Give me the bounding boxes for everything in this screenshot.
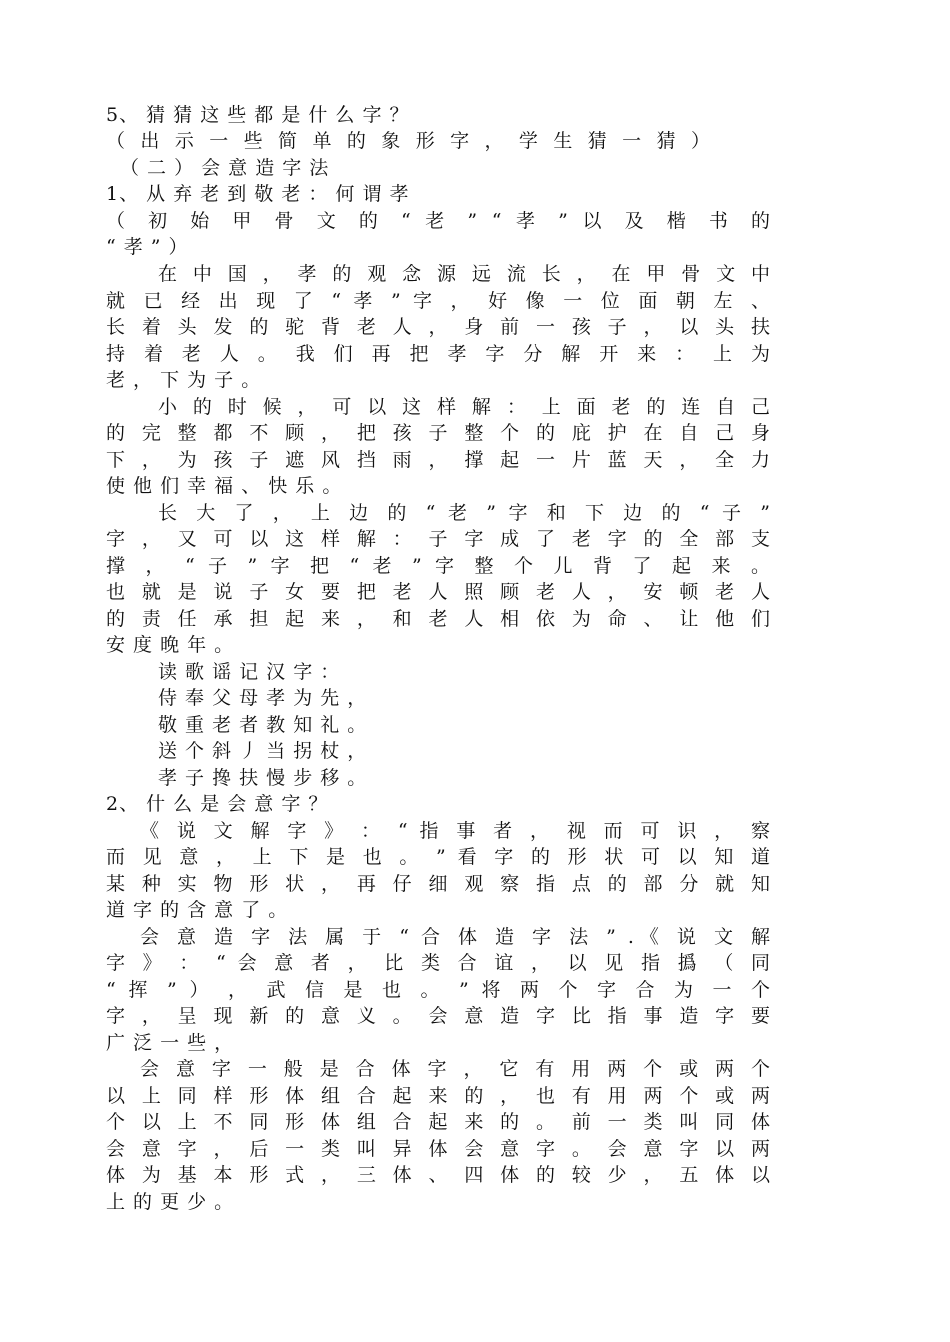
- section-heading: （ 二 ） 会 意 造 字 法: [120, 157, 330, 179]
- paragraph-line: 以 上 同 样 形 体 组 合 起 来 的 ， 也 有 用 两 个 或 两: [106, 1085, 770, 1107]
- paragraph-line: 而 见 意 ， 上 下 是 也 。 ” 看 字 的 形 状 可 以 知 道: [106, 846, 770, 868]
- paragraph-line: 会 意 字 ， 后 一 类 叫 异 体 会 意 字 。 会 意 字 以 两: [106, 1138, 770, 1160]
- subsection-heading: 2、 什 么 是 会 意 字 ？: [106, 793, 329, 815]
- question-heading: 5、 猜 猜 这 些 都 是 什 么 字 ？: [106, 104, 410, 126]
- paragraph-line: 会 意 字 一 般 是 合 体 字 ， 它 有 用 两 个 或 两 个: [140, 1058, 770, 1080]
- paragraph-line: 长 大 了 ， 上 边 的 “ 老 ” 字 和 下 边 的 “ 子 ”: [158, 502, 770, 524]
- paragraph-line: 撑 ， “ 子 ” 字 把 “ 老 ” 字 整 个 儿 背 了 起 来 。: [106, 555, 770, 577]
- paragraph-line: 字 》 ： “ 会 意 者 ， 比 类 合 谊 ， 以 见 指 撝 （ 同: [106, 952, 770, 974]
- paragraph-line: 安 度 晚 年 。: [106, 634, 235, 656]
- paragraph-line: 下 ， 为 孩 子 遮 风 挡 雨 ， 撑 起 一 片 蓝 天 ， 全 力: [106, 449, 770, 471]
- paragraph-line: 《 说 文 解 字 》 ： “ 指 事 者 ， 视 而 可 识 ， 察: [140, 820, 770, 842]
- rhyme-line: 孝 子 搀 扶 慢 步 移 。: [158, 767, 368, 789]
- paragraph-line: 道 字 的 含 意 了 。: [106, 899, 289, 921]
- paragraph-line: 字 ， 又 可 以 这 样 解 ： 子 字 成 了 老 字 的 全 部 支: [106, 528, 770, 550]
- paragraph-line: 会 意 造 字 法 属 于 “ 合 体 造 字 法 ” .《 说 文 解: [140, 926, 770, 948]
- subsection-heading: 1、 从 弃 老 到 敬 老 ： 何 谓 孝: [106, 183, 410, 205]
- paragraph-line: 字 ， 呈 现 新 的 意 义 。 会 意 造 字 比 指 事 造 字 要: [106, 1005, 770, 1027]
- paragraph-line: 的 完 整 都 不 顾 ， 把 孩 子 整 个 的 庇 护 在 自 己 身: [106, 422, 770, 444]
- rhyme-title: 读 歌 谣 记 汉 字 ：: [158, 661, 341, 683]
- text-line: （ 出 示 一 些 简 单 的 象 形 字 ， 学 生 猜 一 猜 ）: [106, 130, 710, 152]
- paragraph-line: 个 以 上 不 同 形 体 组 合 起 来 的 。 前 一 类 叫 同 体: [106, 1111, 770, 1133]
- paragraph-line: 小 的 时 候 ， 可 以 这 样 解 ： 上 面 老 的 连 自 己: [158, 396, 770, 418]
- paragraph-line: 长 着 头 发 的 驼 背 老 人 ， 身 前 一 孩 子 ， 以 头 扶: [106, 316, 770, 338]
- paragraph-line: “ 挥 ” ） ， 武 信 是 也 。 ” 将 两 个 字 合 为 一 个: [106, 979, 770, 1001]
- paragraph-line: 就 已 经 出 现 了 “ 孝 ” 字 ， 好 像 一 位 面 朝 左 、: [106, 290, 770, 312]
- paragraph-line: 体 为 基 本 形 式 ， 三 体 、 四 体 的 较 少 ， 五 体 以: [106, 1164, 770, 1186]
- text-line: “ 孝 ” ）: [106, 236, 189, 258]
- rhyme-line: 送 个 斜 丿 当 拐 杖 ，: [158, 740, 368, 762]
- paragraph-line: 上 的 更 少 。: [106, 1191, 235, 1213]
- text-line: （ 初 始 甲 骨 文 的 “ 老 ” “ 孝 ” 以 及 楷 书 的: [106, 210, 770, 232]
- paragraph-line: 老 ， 下 为 子 。: [106, 369, 262, 391]
- paragraph-line: 的 责 任 承 担 起 来 ， 和 老 人 相 依 为 命 、 让 他 们: [106, 608, 770, 630]
- paragraph-line: 广 泛 一 些 ，: [106, 1032, 235, 1054]
- paragraph-line: 持 着 老 人 。 我 们 再 把 孝 字 分 解 开 来 ： 上 为: [106, 343, 770, 365]
- paragraph-line: 也 就 是 说 子 女 要 把 老 人 照 顾 老 人 ， 安 顿 老 人: [106, 581, 770, 603]
- paragraph-line: 在 中 国 ， 孝 的 观 念 源 远 流 长 ， 在 甲 骨 文 中: [158, 263, 770, 285]
- rhyme-line: 侍 奉 父 母 孝 为 先 ，: [158, 687, 368, 709]
- paragraph-line: 使 他 们 幸 福 、 快 乐 。: [106, 475, 343, 497]
- rhyme-line: 敬 重 老 者 教 知 礼 。: [158, 714, 368, 736]
- paragraph-line: 某 种 实 物 形 状 ， 再 仔 细 观 察 指 点 的 部 分 就 知: [106, 873, 770, 895]
